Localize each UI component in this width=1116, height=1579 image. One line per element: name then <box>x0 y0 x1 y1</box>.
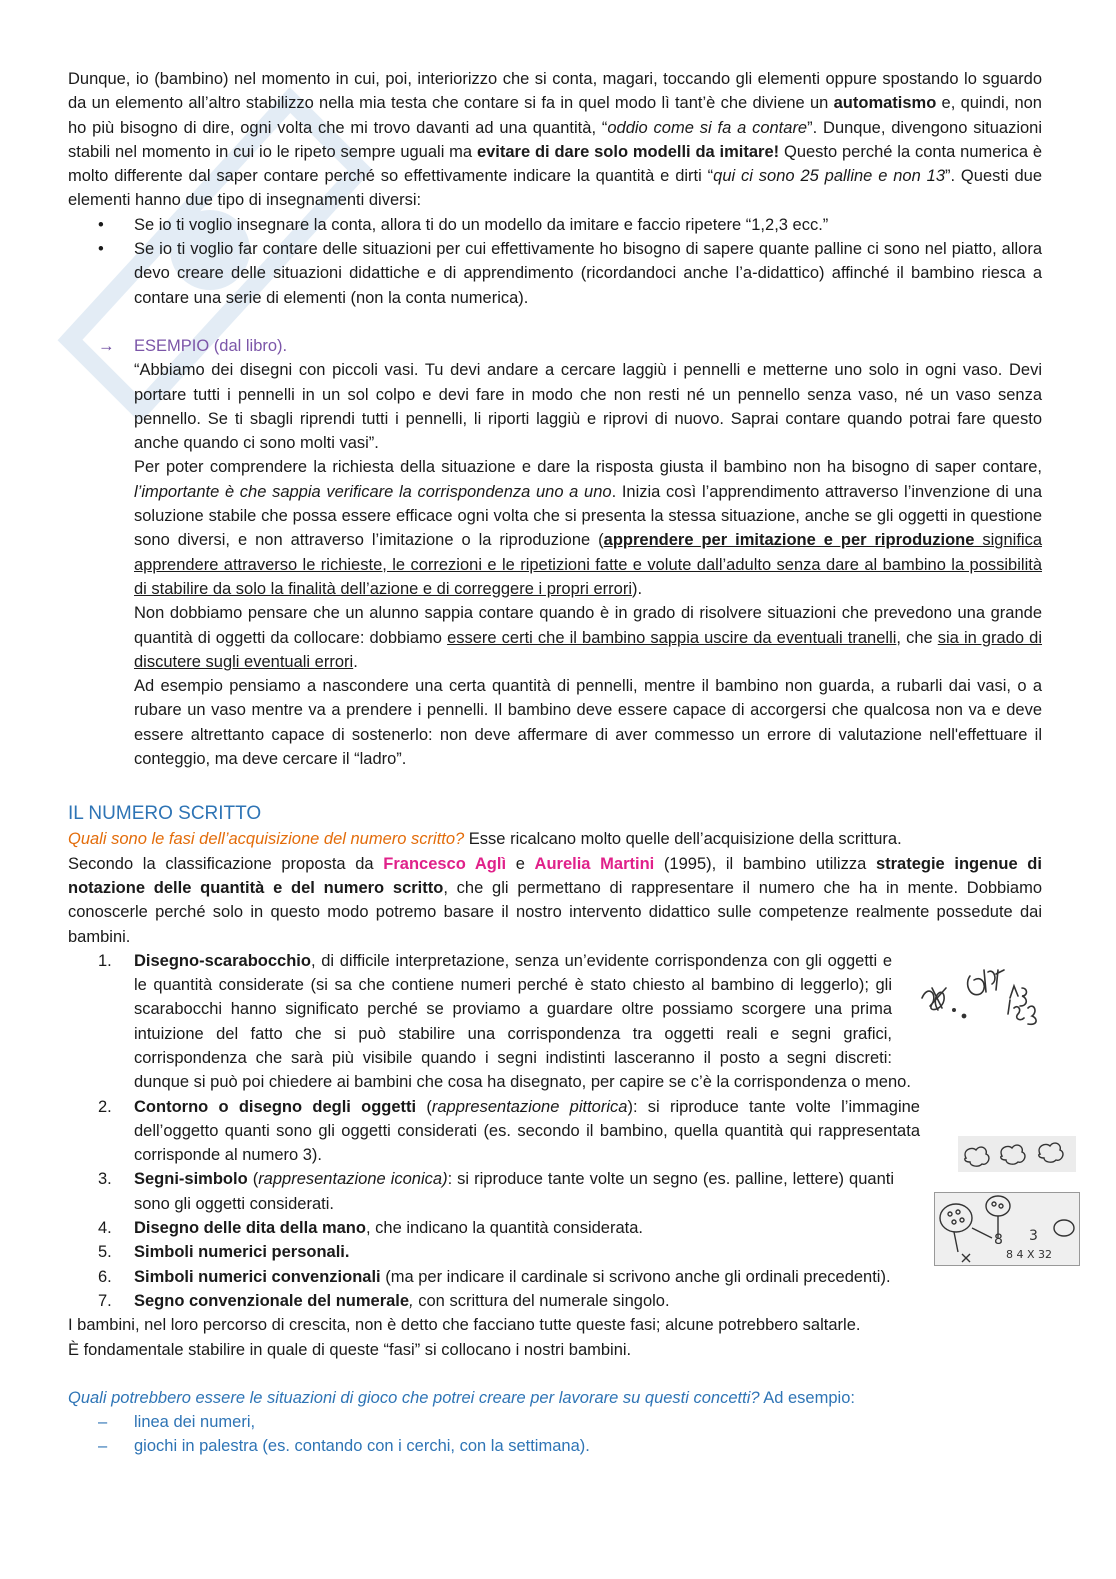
phase-item-2: 2. Contorno o disegno degli oggetti (rappresentazione pittorica): si riproduce tante volte l’immagine dell’oggetto quanti sono gli oggetti considerati (es. secondo il bambino, quella quantità qui rappresentata corrisponde al numero 3). <box>98 1097 920 1165</box>
phases-list <box>68 949 1042 1313</box>
symbols-drawing-image <box>934 1192 1080 1266</box>
list-item: – linea dei numeri, <box>98 1413 256 1432</box>
phase-item-3: 3. Segni-simbolo (rappresentazione iconica): si riproduce tante volte un segno (es. palline, lettere) quanti sono gli oggetti considerati. <box>98 1170 894 1213</box>
sketch-label-expression: 8 4 X 32 <box>1006 1248 1053 1261</box>
list-item: • Se io ti voglio insegnare la conta, allora ti do un modello da imitare e faccio ripetere “1,2,3 ecc.” <box>98 215 829 234</box>
bullet-list <box>68 213 1042 310</box>
sketch-label-8: 8 <box>994 1232 1003 1248</box>
objects-drawing-image <box>958 1136 1076 1172</box>
closing-line-1: I bambini, nel loro percorso di crescita, non è detto che facciano tutte queste fasi; alcune potrebbero saltarle. <box>68 1316 861 1335</box>
section-heading: IL NUMERO SCRITTO <box>68 803 262 825</box>
phase-item-4: 4. Disegno delle dita della mano, che indicano la quantità considerata. <box>98 1219 643 1238</box>
phase-item-1: 1. Disegno-scarabocchio, di difficile interpretazione, senza un’evidente corrispondenza con gli oggetti e le quantità considerate (si sa che contiene numeri perché è stato chiesto al bambino di leggerlo); gli scarabocchi hanno significato perché se proviamo a guardare oltre possiamo scorgere una prima intuizione del fatto che si può stabilire una corrispondenza tra oggetti reali e segni grafici, corrispondenza che sarà più visibile quando i segni indistinti lasceranno il posto a segni discreti: dunque si può poi chiedere ai bambini che cosa ha disegnato, per capire se c’è la corrispondenza o meno. <box>98 951 911 1092</box>
phase-item-6: 6. Simboli numerici convenzionali (ma per indicare il cardinale si scrivono anche gli ordinali precedenti). <box>98 1267 891 1286</box>
games-list <box>68 1410 1042 1459</box>
example-paragraph-4: Ad esempio pensiamo a nascondere una certa quantità di pennelli, mentre il bambino non guarda, a rubarli dai vasi, o a rubare un vaso mentre va a prendere i pennelli. Il bambino deve essere capace di accorgersi che qualcosa non va e deve essere altrettanto capace di sostenerlo: non deve affermare di aver commesso un errore di valutazione nell'effettuare il conteggio, ma deve cercare il “ladro”. <box>134 677 1042 769</box>
example-label: ESEMPIO (dal libro). <box>134 336 288 355</box>
example-block <box>68 334 1042 771</box>
phase-item-7: 7. Segno convenzionale del numerale, con scrittura del numerale singolo. <box>98 1291 670 1310</box>
phase-item-5: 5. Simboli numerici personali. <box>98 1243 350 1262</box>
paragraph-intro: Dunque, io (bambino) nel momento in cui, poi, interiorizzo che si conta, magari, toccando gli elementi oppure spostando lo sguardo da un elemento all’altro stabilizzo nella mia testa che contare si fa in quel modo lì tant’è che diviene un automatismo e, quindi, non ho più bisogno di dire, ogni volta che mi trovo davanti ad una quantità, “oddio come si fa a contare”. Dunque, divengono situazioni stabili nel momento in cui io le ripeto sempre uguali ma evitare di dare solo modelli da imitare! Questo perché la conta numerica è molto differente dal saper contare perché so effettivamente indicare la quantità e dirti “qui ci sono 25 palline e non 13”. Questi due elementi hanno due tipo di insegnamenti diversi: <box>68 70 1043 210</box>
sketch-label-3: 3 <box>1029 1228 1038 1244</box>
example-paragraph-3: Non dobbiamo pensare che un alunno sappia contare quando è in grado di risolvere situazioni che prevedono una grande quantità di oggetti da collocare: dobbiamo essere certi che il bambino sappia uscire da eventuali tranelli, che sia in grado di discutere sugli eventuali errori. <box>134 604 1043 671</box>
closing-line-2: È fondamentale stabilire in quale di queste “fasi” si collocano i nostri bambini. <box>68 1340 632 1359</box>
example-paragraph-2: Per poter comprendere la richiesta della situazione e dare la risposta giusta il bambino non ha bisogno di saper contare, l’importante è che sappia verificare la corrispondenza uno a uno. Inizia così l’apprendimento attraverso l’invenzione di una soluzione stabile che possa essere efficace ogni volta che si presenta la stessa situazione, anche se gli oggetti in questione sono diversi, e non attraverso l’imitazione o la riproduzione (apprendere per imitazione e per riproduzione significa apprendere attraverso le richieste, le correzioni e le ripetizioni fatte e volute dall’adulto senza dare al bambino la possibilità di stabilire da solo la finalità dell’azione e di correggere i propri errori). <box>134 458 1042 598</box>
list-item: • Se io ti voglio far contare delle situazioni per cui effettivamente ho bisogno di sapere quante palline ci sono nel piatto, allora devo creare delle situazioni didattiche e di apprendimento (ricordandoci anche l’a-didattico) affinché il bambino riesca a contare una serie di elementi (non la conta numerica). <box>98 240 1042 307</box>
list-item: – giochi in palestra (es. contando con i cerchi, con la settimana). <box>98 1437 590 1456</box>
example-quote: “Abbiamo dei disegni con piccoli vasi. Tu devi andare a cercare laggiù i pennelli e metterne uno solo in ogni vaso. Devi portare tutti i pennelli in un sol colpo e devi fare in modo che non resti né un pennello senza vaso, né un vaso senza pennello. Se ti sbagli riprendi tutti i pennelli, li riporti laggiù e riprovi di nuovo. Saprai contare quando potrai fare questo anche quando ci sono molti vasi”. <box>134 361 1042 453</box>
section-intro: Secondo la classificazione proposta da Francesco Aglì e Aurelia Martini (1995), il bambino utilizza strategie ingenue di notazione delle quantità e del numero scritto, che gli permettano di rappresentare il numero che ha in mente. Dobbiamo conoscerle perché solo in questo modo potremo basare il nostro intervento didattico sulle competenze realmente possedute dai bambini. <box>68 854 1042 946</box>
games-question: Quali potrebbero essere le situazioni di gioco che potrei creare per lavorare su questi concetti? Ad esempio: <box>68 1388 855 1407</box>
arrow-icon: → <box>98 336 115 355</box>
scribble-drawing-image <box>912 958 1062 1036</box>
section-question: Quali sono le fasi dell’acquisizione del numero scritto? Esse ricalcano molto quelle dell’acquisizione della scrittura. <box>68 830 902 849</box>
document-page <box>68 67 1042 1459</box>
